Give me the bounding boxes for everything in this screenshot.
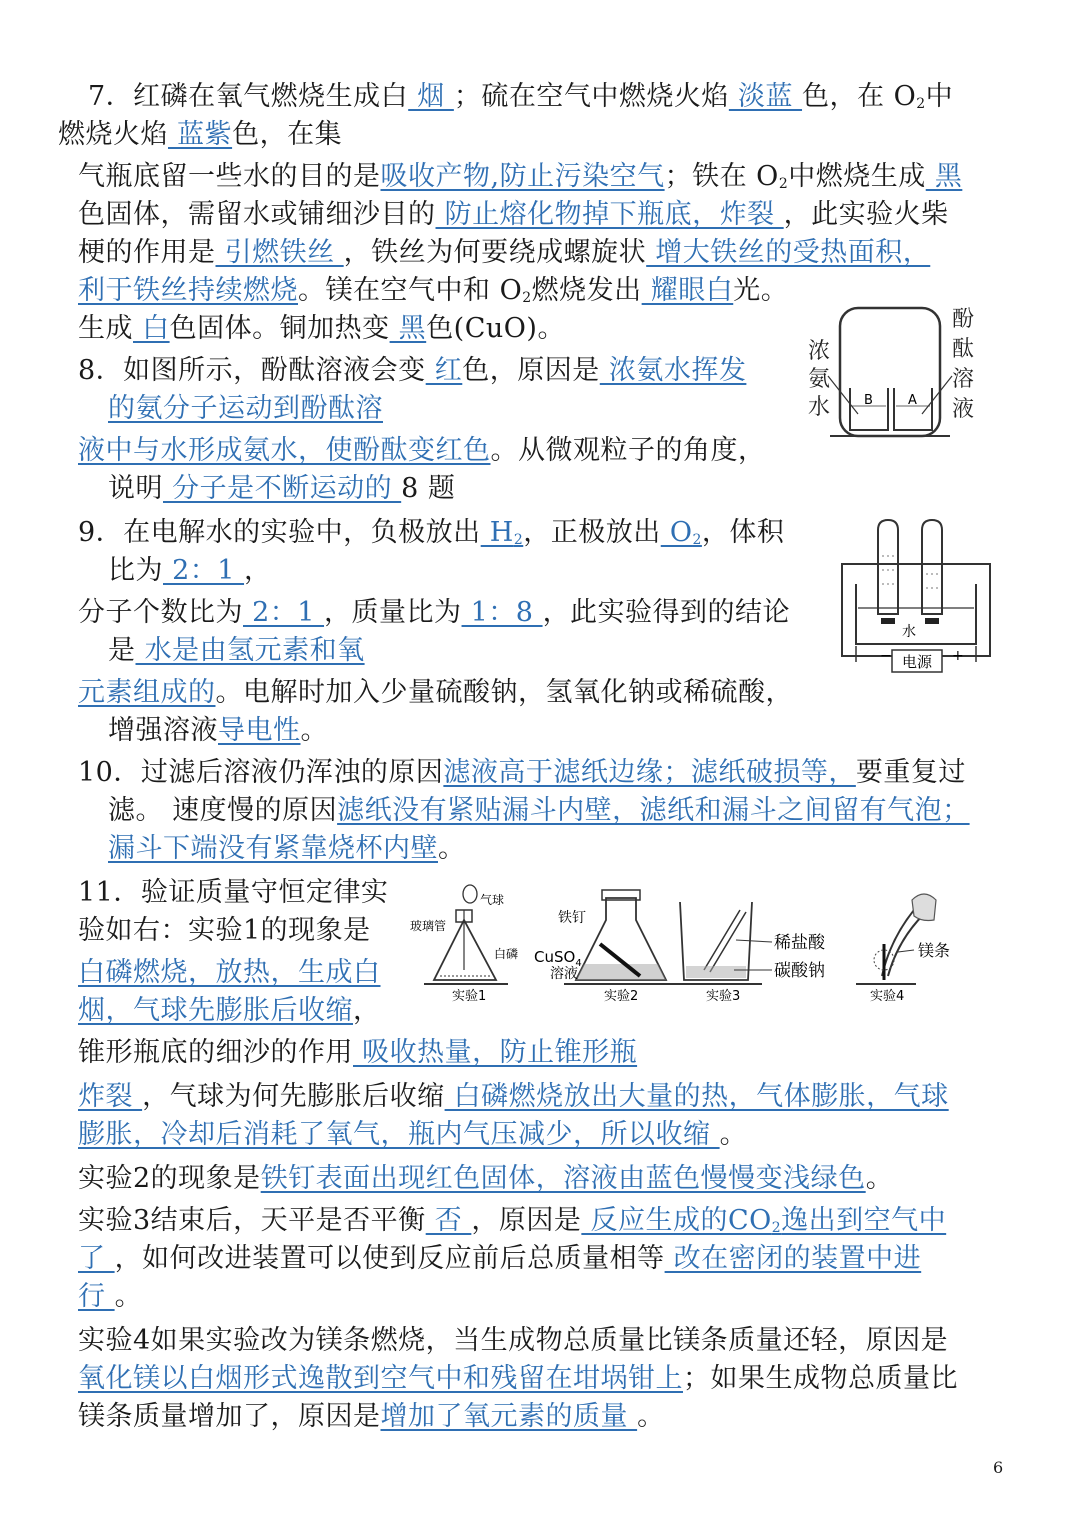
- label-exp4: 实验4: [870, 989, 905, 1004]
- page-number: 6: [993, 1458, 1004, 1477]
- tube-left: [878, 520, 898, 614]
- q11-line-13: 氧化镁以白烟形式逸散到空气中和残留在坩埚钳上；如果生成物总质量比: [78, 1363, 958, 1394]
- q10-line-2: 滤。 速度慢的原因滤纸没有紧贴漏斗内壁，滤纸和漏斗之间留有气泡；: [108, 795, 970, 826]
- q7-line-2: 燃烧火焰 蓝紫色，在集: [58, 119, 343, 150]
- experiment-1-apparatus: [410, 885, 518, 1004]
- label-minus: −: [880, 648, 892, 664]
- label-solution: 溶液: [550, 966, 578, 982]
- q9-line-4: 是 水是由氢元素和氧: [108, 635, 365, 666]
- q8-line-2: 的氨分子运动到酚酞溶: [108, 393, 383, 424]
- q10-line-3: 漏斗下端没有紧靠烧杯内壁。: [108, 833, 466, 864]
- q11-line-12: 实验4如果实验改为镁条燃烧，当生成物总质量比镁条质量还轻，原因是: [78, 1325, 949, 1356]
- label-plus: +: [952, 648, 964, 664]
- label-b: B: [864, 393, 873, 408]
- outer-frame: [842, 564, 990, 656]
- q9-line-1: 9．在电解水的实验中，负极放出 $H_2$，正极放出 $O_2$，体积: [78, 517, 785, 548]
- label-glass-tube: 玻璃管: [410, 919, 447, 933]
- q8-line-1: 8．如图所示，酚酞溶液会变 红色，原因是 浓氨水挥发: [78, 355, 747, 386]
- label-power: 电源: [902, 653, 933, 671]
- q9-line-3: 分子个数比为 2：1 ，质量比为 1：8 ，此实验得到的结论: [78, 597, 791, 628]
- experiment-2-apparatus: [534, 890, 678, 1004]
- q11-line-7: 膨胀，冷却后消耗了氧气，瓶内气压减少，所以收缩 。: [78, 1119, 748, 1150]
- q11-line-2: 验如右：实验1的现象是: [78, 915, 371, 946]
- label-white-phosphorus: 白磷: [494, 947, 519, 961]
- experiment-3-apparatus: [668, 902, 826, 1004]
- experiment-4-apparatus: [856, 894, 950, 1004]
- label-ammonia: 浓氨水: [808, 339, 831, 420]
- label-nail: 铁钉: [558, 910, 586, 926]
- label-a: A: [908, 393, 917, 408]
- ammonia-diffusion-figure: [800, 296, 990, 446]
- label-magnesium: 镁条: [918, 941, 951, 960]
- label-water: 水: [902, 624, 916, 640]
- mass-conservation-figure: [404, 880, 1004, 1010]
- q10-line-1: 10．过滤后溶液仍浑浊的原因滤液高于滤纸边缘；滤纸破损等，要重复过: [78, 757, 966, 788]
- q7-line-4: 色固体，需留水或铺细沙目的 防止熔化物掉下瓶底，炸裂 ，此实验火柴: [78, 199, 949, 230]
- label-balloon: 气球: [480, 893, 505, 907]
- bell-jar: [840, 308, 940, 436]
- q11-line-3: 白磷燃烧，放热，生成白: [78, 957, 381, 988]
- label-phenolphthalein: 酚酞溶液: [952, 307, 975, 422]
- q11-line-10: 了 ，如何改进装置可以使到反应前后总质量相等 改在密闭的装置中进: [78, 1243, 922, 1274]
- q8-line-3: 液中与水形成氨水，使酚酞变红色。从微观粒子的角度，: [78, 435, 766, 466]
- label-exp3: 实验3: [706, 989, 741, 1004]
- label-hcl: 稀盐酸: [774, 933, 825, 953]
- q11-line-4: 烟，气球先膨胀后收缩，: [78, 995, 381, 1026]
- q11-line-14: 镁条质量增加了，原因是增加了氧元素的质量 。: [78, 1401, 665, 1432]
- q9-line-6: 增强溶液导电性。: [108, 715, 328, 746]
- electrolysis-figure: [836, 514, 996, 674]
- water-trough: [856, 584, 976, 644]
- label-na2co3: 碳酸钠: [774, 961, 825, 981]
- label-exp1: 实验1: [452, 989, 487, 1004]
- label-exp2: 实验2: [604, 989, 639, 1004]
- q11-line-5: 锥形瓶底的细沙的作用 吸收热量，防止锥形瓶: [78, 1037, 638, 1068]
- label-cuso4: CuSO$_4$: [534, 948, 582, 969]
- q11-line-6: 炸裂 ，气球为何先膨胀后收缩 白磷燃烧放出大量的热，气体膨胀，气球: [78, 1081, 949, 1112]
- q11-line-11: 行 。: [78, 1281, 143, 1312]
- q11-line-8: 实验2的现象是铁钉表面出现红色固体，溶液由蓝色慢慢变浅绿色。: [78, 1163, 894, 1194]
- q11-line-9: 实验3结束后，天平是否平衡 否 ，原因是 反应生成的$CO_2$逸出到空气中: [78, 1205, 947, 1236]
- q8-line-4: 说明 分子是不断运动的 8 题: [108, 473, 456, 504]
- q7-line-3: 气瓶底留一些水的目的是吸收产物,防止污染空气；铁在 $O_2$中燃烧生成 黑: [78, 161, 963, 192]
- q7-line-6: 利于铁丝持续燃烧。镁在空气中和 $O_2$燃烧发出 耀眼白光。: [78, 275, 789, 306]
- q7-line-7: 生成 白色固体。铜加热变 黑色(CuO)。: [78, 313, 565, 344]
- q11-line-1: 11．验证质量守恒定律实: [78, 877, 389, 908]
- q7-line-1: 7．红磷在氧气燃烧生成白 烟 ；硫在空气中燃烧火焰 淡蓝 色，在 $O_2$中: [88, 81, 954, 112]
- tube-right: [922, 520, 942, 614]
- q9-line-2: 比为 2：1 ，: [108, 555, 272, 586]
- q7-line-5: 梗的作用是 引燃铁丝 ，铁丝为何要绕成螺旋状 增大铁丝的受热面积，: [78, 237, 931, 268]
- q9-line-5: 元素组成的。电解时加入少量硫酸钠，氢氧化钠或稀硫酸，: [78, 677, 793, 708]
